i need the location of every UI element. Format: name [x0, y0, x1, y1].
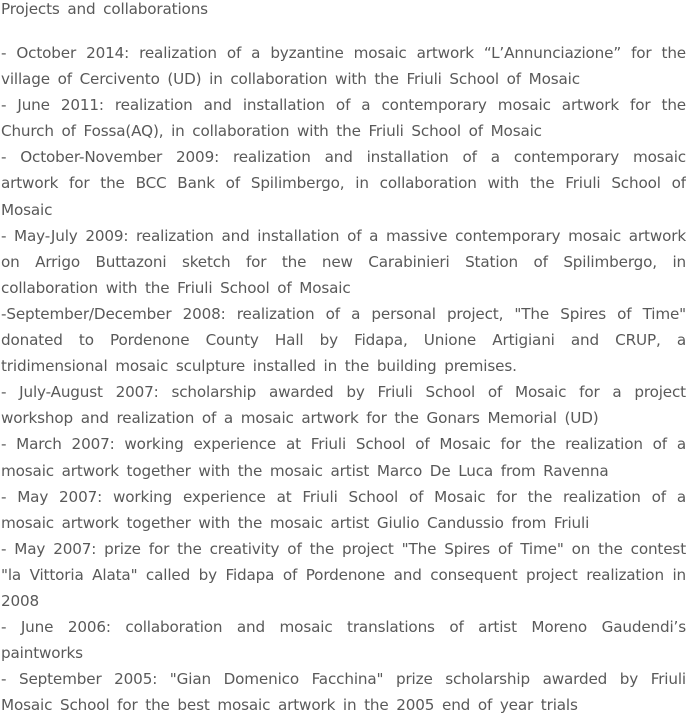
list-item: - May-July 2009: realization and installation of a massive contemporary mosaic artwork on Arrigo Buttazoni sketch for the new Carabinieri Station of Spilimbergo, in collaboration with the Friuli School of Mosaic	[1, 226, 686, 297]
list-item: - June 2006: collaboration and mosaic translations of artist Moreno Gaudendi’s paintworks	[1, 618, 686, 663]
list-item: - May 2007: working experience at Friuli School of Mosaic for the realization of a mosaic artwork together with the mosaic artist Giulio Candussio from Friuli	[1, 487, 686, 532]
list-item: - June 2011: realization and installation of a contemporary mosaic artwork for the Church of Fossa(AQ), in collaboration with the Friuli School of Mosaic	[1, 96, 686, 141]
list-item: - July-August 2007: scholarship awarded by Friuli School of Mosaic for a project workshop and realization of a mosaic artwork for the Gonars Memorial (UD)	[1, 383, 686, 428]
list-item: - September 2005: "Gian Domenico Facchina" prize scholarship awarded by Friuli Mosaic School for the best mosaic artwork in the 2005 end of year trials	[1, 670, 686, 715]
list-item: - March 2007: working experience at Friuli School of Mosaic for the realization of a mosaic artwork together with the mosaic artist Marco De Luca from Ravenna	[1, 435, 686, 480]
projects-list	[1, 40, 686, 718]
list-item: -September/December 2008: realization of a personal project, "The Spires of Time" donated to Pordenone County Hall by Fidapa, Unione Artigiani and CRUP, a tridimensional mosaic sculpture installed in the building premises.	[1, 304, 686, 376]
list-item: - October 2014: realization of a byzantine mosaic artwork “L’Annunciazione” for the village of Cercivento (UD) in collaboration with the Friuli School of Mosaic	[1, 44, 686, 89]
section-heading: Projects and collaborations	[1, 0, 208, 18]
list-item: - October-November 2009: realization and installation of a contemporary mosaic artwork for the BCC Bank of Spilimbergo, in collaboration with the Friuli School of Mosaic	[1, 148, 686, 219]
list-item: - May 2007: prize for the creativity of the project "The Spires of Time" on the contest "la Vittoria Alata" called by Fidapa of Pordenone and consequent project realization in 2008	[1, 539, 686, 610]
